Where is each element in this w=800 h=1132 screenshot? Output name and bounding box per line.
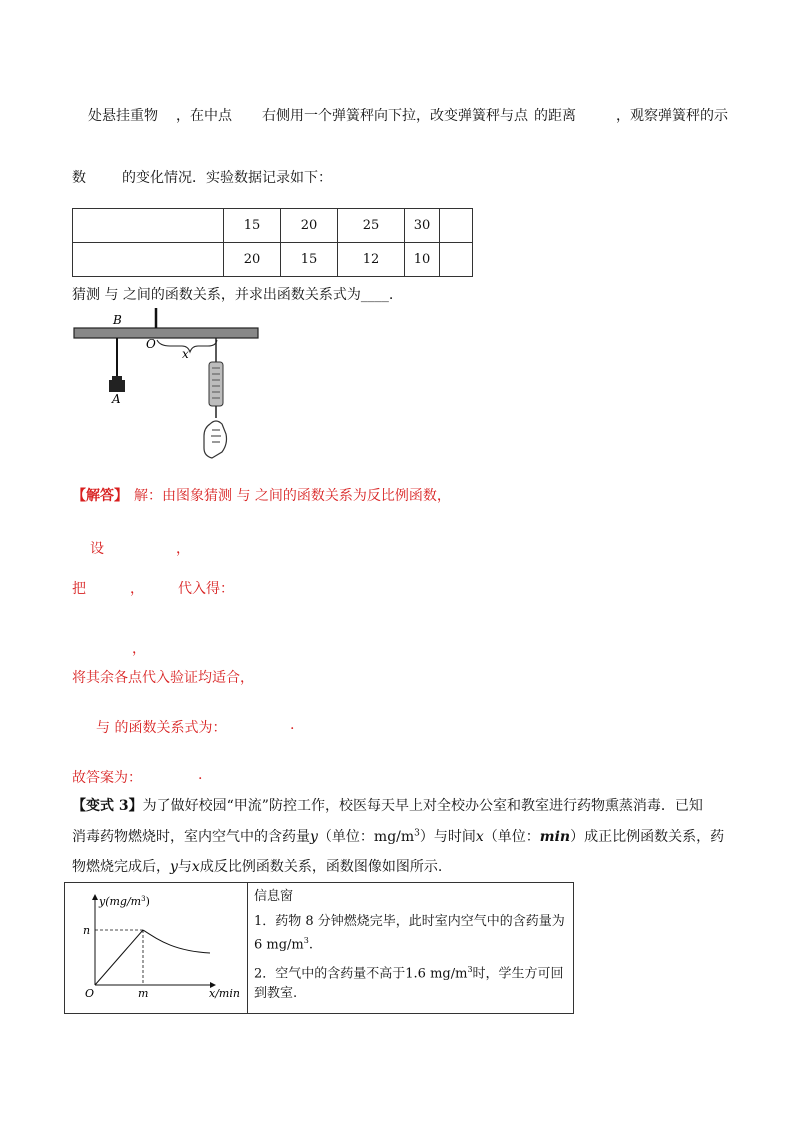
table-cell <box>73 243 224 277</box>
variant-text-3c: 成反比例函数关系，函数图像如图所示. <box>199 859 443 875</box>
inverse-curve <box>143 930 210 953</box>
answer-intro: 解：由图象猜测 与 之间的函数关系为反比例函数， <box>134 488 451 504</box>
intro-text-2a: 数 <box>72 170 86 186</box>
answer-put: 把 <box>72 581 86 597</box>
answer-final: 故答案为： <box>72 770 142 786</box>
variant-text-2e: ）成正比例函数关系，药 <box>570 829 725 845</box>
graph-x-label: x/min <box>209 987 240 1000</box>
variant-text-2b: （单位：mg/m <box>317 829 415 845</box>
answer-set-comma: ， <box>176 541 190 557</box>
label-b: B <box>113 313 122 327</box>
graph-info-table <box>64 882 574 1014</box>
graph-m-label: m <box>138 987 149 1000</box>
info-item-1: 1．药物 8 分钟燃烧完毕，此时室内空气中的含药量为6 $mg/m^3$. <box>254 914 565 953</box>
graph-n-label: n <box>83 924 91 937</box>
variant-line-2 <box>72 826 724 846</box>
variant-text-3a: 物燃烧完成后， <box>72 859 170 875</box>
table-cell: 20 <box>281 209 338 243</box>
var-x-2: x <box>191 859 200 875</box>
variant-text-1: 为了做好校园“甲流”防控工作，校医每天早上对全校办公室和教室进行药物熏蒸消毒．已知 <box>142 798 703 814</box>
var-x: x <box>475 829 484 845</box>
graph-o-label: O <box>85 987 95 1000</box>
intro-text-1e: ，观察弹簧秤的示 <box>616 108 728 124</box>
table-row <box>73 209 473 243</box>
lever-spring-figure <box>70 306 270 464</box>
answer-substitute: 代入得： <box>178 581 234 597</box>
graph-y-label: $y(mg/m^3)$ <box>99 895 150 908</box>
table-cell <box>440 243 473 277</box>
experiment-data-table <box>72 208 473 277</box>
variant-text-2c: ）与时间 <box>419 829 476 845</box>
table-cell: 25 <box>338 209 405 243</box>
table-cell: 10 <box>405 243 440 277</box>
question-text: 猜测 与 之间的函数关系，并求出函数关系式为____. <box>72 287 394 303</box>
table-cell <box>440 209 473 243</box>
var-min: min <box>539 829 571 845</box>
label-o: O <box>146 337 156 351</box>
label-a: A <box>112 392 121 406</box>
info-item-2: 2．空气中的含药量不高于1.6 $mg/m^3$时，学生方可回到教室. <box>254 965 564 1001</box>
table-cell: 15 <box>281 243 338 277</box>
table-cell <box>73 209 224 243</box>
intro-text-1a: 处悬挂重物 <box>88 108 158 124</box>
variant-text-2d: （单位： <box>483 829 540 845</box>
answer-bracket: 【解答】 <box>72 488 128 504</box>
linear-segment <box>95 930 143 985</box>
table-cell: 12 <box>338 243 405 277</box>
var-sup: 3 <box>414 828 420 839</box>
intro-text-2b: 的变化情况．实验数据记录如下： <box>122 170 332 186</box>
dosage-graph <box>65 883 247 1007</box>
table-cell: 15 <box>224 209 281 243</box>
answer-set: 设 <box>90 541 104 557</box>
table-cell: 20 <box>224 243 281 277</box>
answer-final-dot: . <box>198 767 203 783</box>
variant-text-3b: 与 <box>177 859 192 875</box>
variant-bracket: 【变式 3】 <box>72 798 143 814</box>
var-y: y <box>310 829 318 845</box>
intro-text-1d: 的距离 <box>534 108 576 124</box>
variant-text-2a: 消毒药物燃烧时，室内空气中的含药量 <box>72 829 310 845</box>
var-y-2: y <box>170 859 178 875</box>
answer-comma-line: ， <box>132 641 146 657</box>
info-window-cell <box>248 883 574 1014</box>
table-row <box>73 243 473 277</box>
intro-text-1b: ，在中点 <box>176 108 232 124</box>
answer-relation: 与 的函数关系式为： <box>96 720 227 736</box>
answer-put-comma: ， <box>130 581 144 597</box>
answer-relation-dot: . <box>290 717 295 733</box>
table-row <box>65 883 574 1014</box>
answer-verify: 将其余各点代入验证均适合， <box>72 670 254 686</box>
table-cell: 30 <box>405 209 440 243</box>
intro-text-1c: 右侧用一个弹簧秤向下拉，改变弹簧秤与点 <box>262 108 528 124</box>
label-x: x <box>182 347 189 361</box>
variant-line-1 <box>72 795 703 815</box>
info-window-title: 信息窗 <box>254 889 294 904</box>
variant-line-3 <box>72 856 442 876</box>
graph-cell <box>65 883 248 1014</box>
